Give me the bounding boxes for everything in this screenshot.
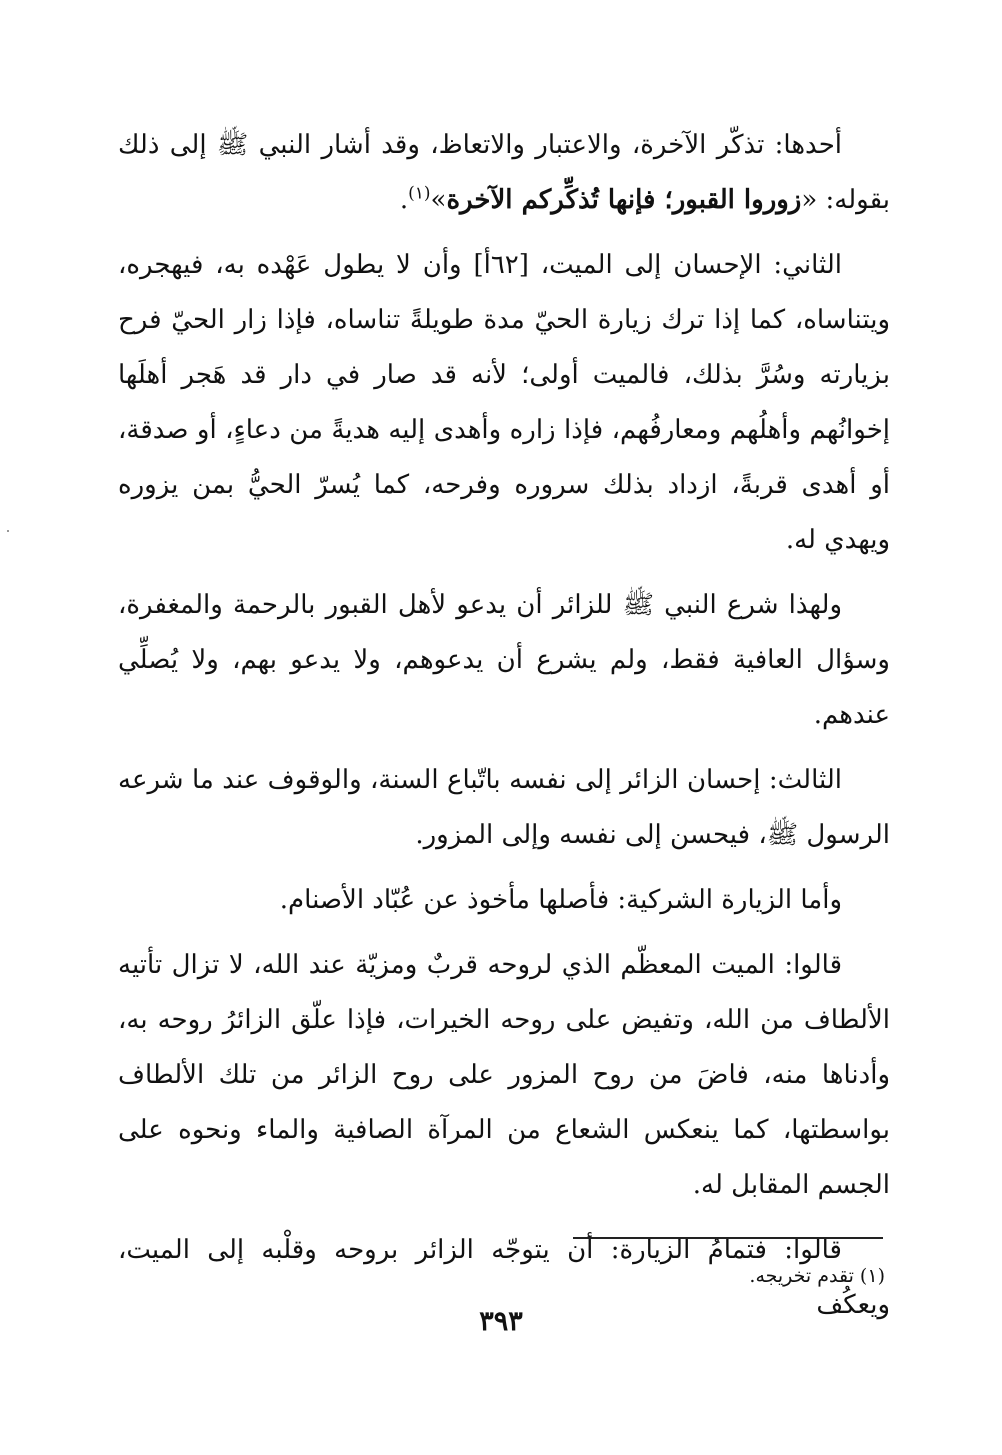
paragraph-4: الثالث: إحسان الزائر إلى نفسه باتّباع السنة، والوقوف عند ما شرعه الرسول ﷺ، فيحسن إلى نفسه وإلى المزور. — [118, 765, 890, 850]
paragraph-1-lead: أحدها: تذكّر الآخرة، والاعتبار والاتعاظ، وقد أشار النبي ﷺ إلى ذلك بقوله: « — [118, 130, 890, 215]
quote-close: » — [430, 185, 447, 215]
scan-speck — [7, 530, 9, 532]
paragraph-1 — [118, 118, 890, 228]
hadith-quote: زوروا القبور؛ فإنها تُذكِّركم الآخرة — [446, 185, 802, 215]
footnote: (١) تقدم تخريجه. — [749, 1265, 885, 1287]
paragraph-2: الثاني: الإحسان إلى الميت، [٦٢أ] وأن لا يطول عَهْده به، فيهجره، ويتناساه، كما إذا ترك زيارة الحيّ مدة طويلةً تناساه، فإذا زار الحيّ فرح بزيارته وسُرَّ بذلك، فالميت أولى؛ لأنه قد صار في دار قد هَجر أهلَها إخوانُهم وأهلُهم ومعارفُهم، فإذا زاره وأهدى إليه هديةً من دعاءٍ، أو صدقة، أو أهدى قربةً، ازداد بذلك سروره وفرحه، كما يُسرّ الحيُّ بمن يزوره ويهدي له. — [118, 250, 890, 555]
footnote-separator — [573, 1237, 883, 1239]
paragraph-3: ولهذا شرع النبي ﷺ للزائر أن يدعو لأهل القبور بالرحمة والمغفرة، وسؤال العافية فقط، ولم يشرع أن يدعوهم، ولا يدعو بهم، ولا يُصلِّي عندهم. — [118, 590, 890, 730]
paragraph-6: قالوا: الميت المعظّم الذي لروحه قربٌ ومزيّة عند الله، لا تزال تأتيه الألطاف من الله، وتفيض على روحه الخيرات، فإذا علّق الزائرُ روحه به، وأدناها منه، فاضَ من روح المزور على روح الزائر من تلك الألطاف بواسطتها، كما ينعكس الشعاع من المرآة الصافية والماء ونحوه على الجسم المقابل له. — [118, 950, 891, 1200]
footnote-reference: (١) — [408, 183, 431, 204]
paragraph-7: قالوا: فتمامُ الزيارة: أن يتوجّه الزائر بروحه وقلْبه إلى الميت، ويعكُف — [118, 1235, 890, 1320]
page-number: ٣٩٣ — [479, 1306, 523, 1337]
page-body — [118, 118, 890, 1343]
paragraph-1-end: . — [399, 185, 409, 215]
paragraph-5: وأما الزيارة الشركية: فأصلها مأخوذ عن عُبّاد الأصنام. — [279, 885, 842, 915]
